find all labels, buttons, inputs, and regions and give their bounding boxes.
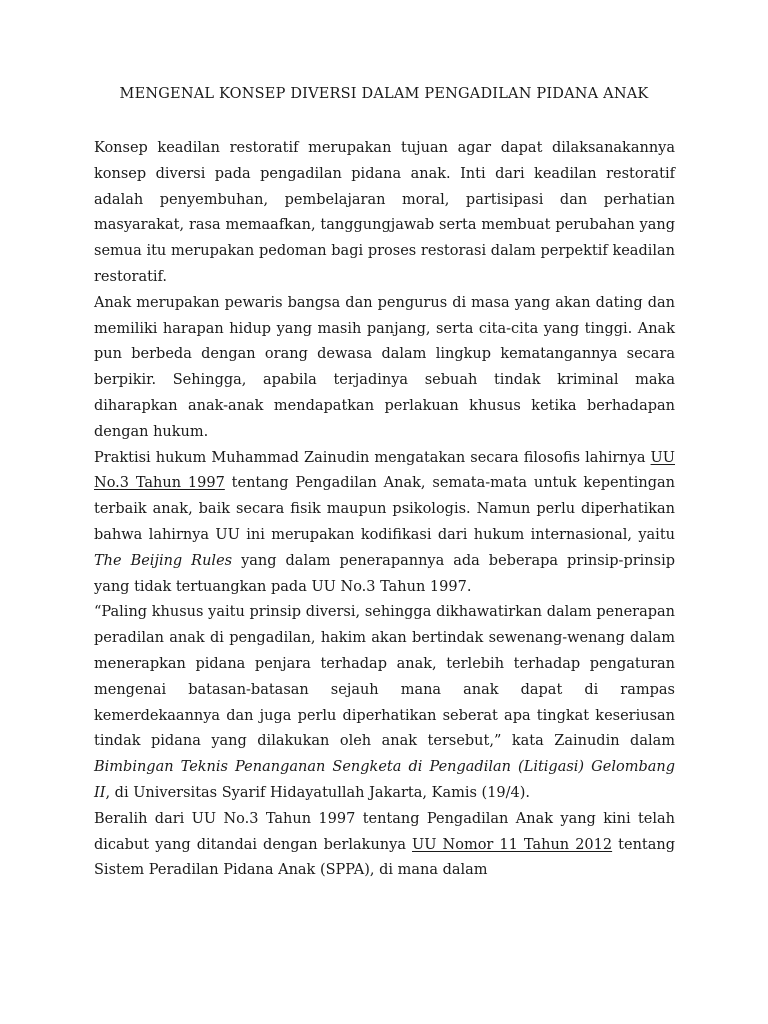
paragraph-4 (94, 600, 675, 806)
link-uu-nomor-11-2012[interactable]: UU Nomor 11 Tahun 2012 (412, 836, 613, 853)
paragraph-3-text-c: yang dalam penerapannya ada beberapa prinsip-prinsip yang tidak tertuangkan pada UU No.3 Tahun 1997. (94, 552, 676, 595)
paragraph-4-italic: Bimbingan Teknis Penanganan Sengketa di Pengadilan (Litigasi) Gelombang II (94, 759, 675, 801)
paragraph-3-text-a: Praktisi hukum Muhammad Zainudin mengatakan secara filosofis lahirnya (94, 449, 651, 466)
paragraph-3-text-b: tentang Pengadilan Anak, semata-mata untuk kepentingan terbaik anak, baik secara fisik maupun psikologis. Namun perlu diperhatikan bahwa lahirnya UU ini merupakan kodifikasi dari hukum internasional, yaitu (94, 475, 675, 543)
paragraph-3 (94, 446, 675, 601)
document-body (94, 136, 675, 884)
paragraph-2: Anak merupakan pewaris bangsa dan pengurus di masa yang akan dating dan memiliki harapan hidup yang masih panjang, serta cita-cita yang tinggi. Anak pun berbeda dengan orang dewasa dalam lingkup kematangannya secara berpikir. Sehingga, apabila terjadinya sebuah tindak kriminal maka diharapkan anak-anak mendapatkan perlakuan khusus ketika berhadapan dengan hukum. (94, 294, 675, 440)
paragraph-1: Konsep keadilan restoratif merupakan tujuan agar dapat dilaksanakannya konsep diversi pada pengadilan pidana anak. Inti dari keadilan restoratif adalah penyembuhan, pembelajaran moral, partisipasi dan perhatian masyarakat, rasa memaafkan, tanggungjawab serta membuat perubahan yang semua itu merupakan pedoman bagi proses restorasi dalam perpektif keadilan restoratif. (94, 140, 675, 285)
paragraph-3-italic: The Beijing Rules (94, 552, 233, 569)
paragraph-5 (94, 807, 675, 884)
link-uu-no3-1997[interactable]: UU No.3 Tahun 1997 (94, 449, 675, 492)
paragraph-4-text-b: , di Universitas Syarif Hidayatullah Jakarta, Kamis (19/4). (105, 784, 531, 801)
document-title: MENGENAL KONSEP DIVERSI DALAM PENGADILAN PIDANA ANAK (119, 86, 649, 102)
paragraph-5-text-a: Beralih dari UU No.3 Tahun 1997 tentang Pengadilan Anak yang kini telah dicabut yang ditandai dengan berlakunya (94, 810, 675, 853)
paragraph-4-text-a: “Paling khusus yaitu prinsip diversi, sehingga dikhawatirkan dalam penerapan peradilan anak di pengadilan, hakim akan bertindak sewenang-wenang dalam menerapkan pidana penjara terhadap anak, terlebih terhadap pengaturan mengenai batasan-batasan sejauh mana anak dapat di rampas kemerdekaannya dan juga perlu diperhatikan seberat apa tingkat keseriusan tindak pidana yang dilakukan oleh anak tersebut,” kata Zainudin dalam (94, 604, 675, 750)
paragraph-5-text-b: tentang Sistem Peradilan Pidana Anak (SPPA), di mana dalam (94, 836, 676, 879)
